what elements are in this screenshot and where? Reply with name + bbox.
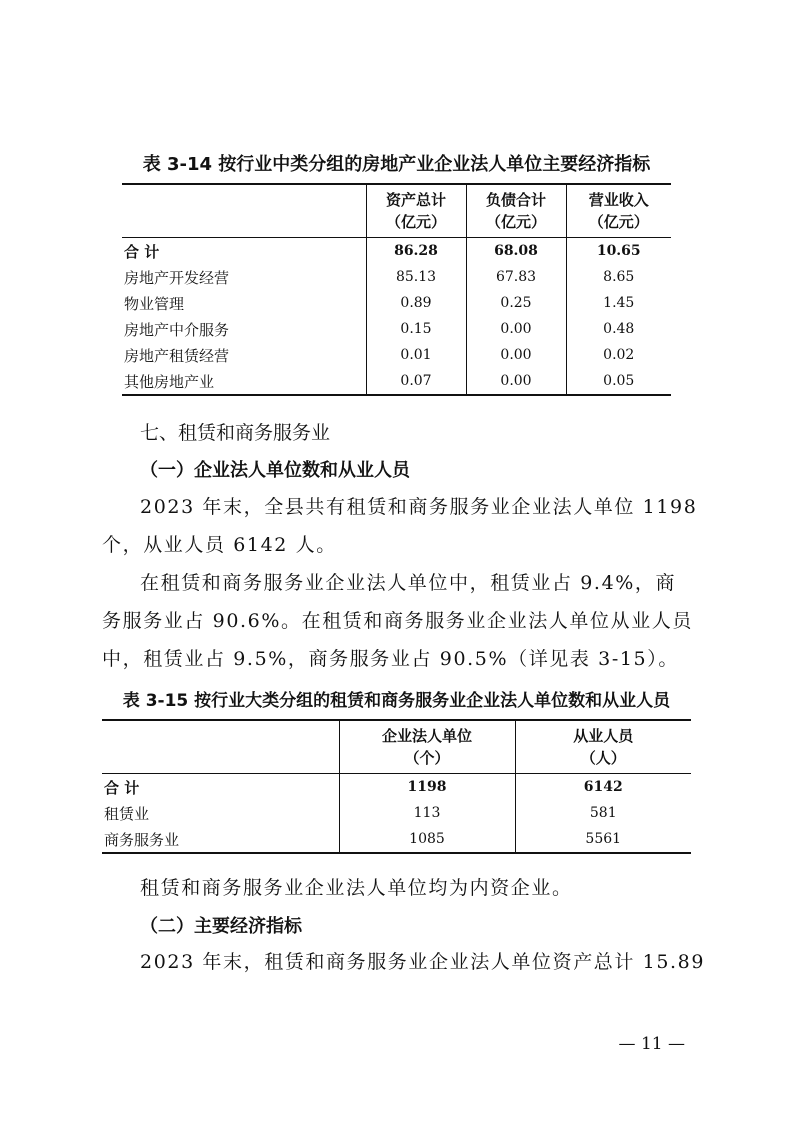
column-header-liabilities: 负债合计 （亿元） bbox=[466, 184, 566, 238]
cell-value: 113 bbox=[339, 800, 515, 826]
paragraph-line: 2023 年末，全县共有租赁和商务服务业企业法人单位 1198 bbox=[140, 496, 698, 518]
subsection-heading: （一）企业法人单位数和从业人员 bbox=[140, 460, 410, 481]
cell-value: 0.00 bbox=[466, 316, 566, 342]
header-blank-cell bbox=[122, 184, 366, 238]
cell-value: 0.15 bbox=[366, 316, 466, 342]
row-label: 合 计 bbox=[124, 242, 160, 261]
table-3-14 bbox=[122, 183, 671, 396]
subsection-heading: （二）主要经济指标 bbox=[140, 916, 302, 937]
table-header-row bbox=[122, 184, 671, 238]
cell-value: 0.25 bbox=[466, 290, 566, 316]
header-blank-cell bbox=[102, 720, 339, 774]
cell-value: 6142 bbox=[515, 774, 691, 801]
row-label: 房地产租赁经营 bbox=[124, 346, 230, 365]
cell-value: 8.65 bbox=[566, 264, 671, 290]
cell-value: 68.08 bbox=[466, 238, 566, 265]
row-label: 房地产中介服务 bbox=[124, 320, 230, 339]
cell-value: 0.02 bbox=[566, 342, 671, 368]
cell-value: 86.28 bbox=[366, 238, 466, 265]
cell-value: 10.65 bbox=[566, 238, 671, 265]
row-label: 商务服务业 bbox=[102, 826, 339, 853]
row-label: 合 计 bbox=[104, 778, 140, 797]
row-label: 其他房地产业 bbox=[122, 368, 366, 395]
row-label: 房地产开发经营 bbox=[124, 268, 230, 287]
cell-value: 67.83 bbox=[466, 264, 566, 290]
page-number: — 11 — bbox=[618, 1034, 685, 1054]
table-row bbox=[102, 826, 691, 853]
cell-value: 0.48 bbox=[566, 316, 671, 342]
column-header-employees: 从业人员 （人） bbox=[515, 720, 691, 774]
cell-value: 0.07 bbox=[366, 368, 466, 395]
table-row bbox=[122, 264, 671, 290]
paragraph-line: 中，租赁业占 9.5%，商务服务业占 90.5%（详见表 3-15）。 bbox=[102, 648, 679, 670]
cell-value: 5561 bbox=[515, 826, 691, 853]
cell-value: 1198 bbox=[339, 774, 515, 801]
table-row bbox=[122, 316, 671, 342]
table-row bbox=[102, 774, 691, 801]
table-row bbox=[122, 238, 671, 265]
table-row bbox=[122, 342, 671, 368]
cell-value: 1085 bbox=[339, 826, 515, 853]
cell-value: 1.45 bbox=[566, 290, 671, 316]
table-3-15 bbox=[102, 719, 691, 854]
cell-value: 0.01 bbox=[366, 342, 466, 368]
paragraph-line: 在租赁和商务服务业企业法人单位中，租赁业占 9.4%，商 bbox=[140, 572, 677, 594]
paragraph-line: 务服务业占 90.6%。在租赁和商务服务业企业法人单位从业人员 bbox=[102, 610, 693, 632]
table-row bbox=[122, 290, 671, 316]
paragraph-line: 2023 年末，租赁和商务服务业企业法人单位资产总计 15.89 bbox=[140, 951, 706, 973]
column-header-units: 企业法人单位 （个） bbox=[339, 720, 515, 774]
cell-value: 581 bbox=[515, 800, 691, 826]
cell-value: 0.05 bbox=[566, 368, 671, 395]
table-row bbox=[102, 800, 691, 826]
column-header-revenue: 营业收入 （亿元） bbox=[566, 184, 671, 238]
row-label: 物业管理 bbox=[124, 294, 185, 313]
cell-value: 0.00 bbox=[466, 342, 566, 368]
paragraph-line: 租赁和商务服务业企业法人单位均为内资企业。 bbox=[140, 877, 573, 899]
cell-value: 0.00 bbox=[466, 368, 566, 395]
section-heading: 七、租赁和商务服务业 bbox=[140, 422, 331, 444]
column-header-assets: 资产总计 （亿元） bbox=[366, 184, 466, 238]
table-3-14-caption: 表 3-14 按行业中类分组的房地产业企业法人单位主要经济指标 bbox=[142, 154, 651, 175]
table-row bbox=[122, 368, 671, 395]
cell-value: 85.13 bbox=[366, 264, 466, 290]
table-header-row bbox=[102, 720, 691, 774]
cell-value: 0.89 bbox=[366, 290, 466, 316]
paragraph-line: 个，从业人员 6142 人。 bbox=[102, 534, 337, 556]
row-label: 租赁业 bbox=[104, 804, 150, 823]
table-3-15-caption: 表 3-15 按行业大类分组的租赁和商务服务业企业法人单位数和从业人员 bbox=[122, 691, 671, 711]
